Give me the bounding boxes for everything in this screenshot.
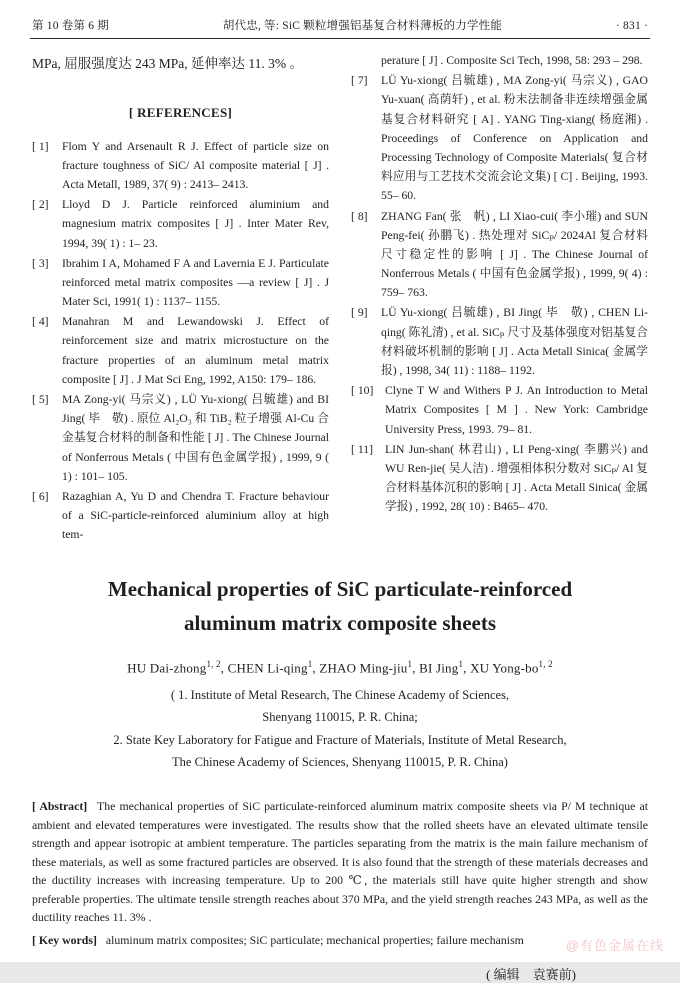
reference-number: [ 2] <box>32 198 49 212</box>
reference-text: LIN Jun-shan( 林君山) , LI Peng-xing( 李鹏兴) and WU Ren-jie( 吴人洁) . 增强相体积分数对 SiCₚ/ Al 复合材料基体沉积的影响 [ J] . Acta Metall Sinica( 金属学报) , 1992, 28( 10) : B465– 470. <box>385 442 648 514</box>
reference-item <box>32 312 329 389</box>
abstract-text: The mechanical properties of SiC particulate-reinforced aluminum matrix composite sheets via P/ M technique at ambient and elevated temperatures were investigated. The results show that the rolled sheets have an elevated ultimate tensile strength and appear isotropic at ambient temperature. The particles separating from the matrix is the main failure mechanism of these materials, as well as some fractured particles are observed. It is also found that the strength of these materials decreases and the ductility increases with increasing temperature. Up to 200 ℃, the materials still have quite higher strength and show preferable properties. The ultimate tensile strength reaches about 370 MPa, and the yield strength reaches 243 MPa, as well as the ductility reaches 11. 3% . <box>32 799 648 925</box>
reference-number: [ 5] <box>32 393 49 407</box>
reference-number: [ 3] <box>32 256 49 270</box>
affiliation-line: ( 1. Institute of Metal Research, The Chinese Academy of Sciences, <box>170 688 510 703</box>
reference-item <box>351 207 648 303</box>
keywords-label: [ Key words] <box>32 932 97 947</box>
reference-text: Lloyd D J. Particle reinforced aluminium and magnesium matrix composites [ J] . Inter Mater Rev, 1994, 39( 1) : 1– 23. <box>62 198 329 250</box>
author-name: CHEN Li-qing <box>227 660 308 676</box>
article-title-line2: aluminum matrix composite sheets <box>183 611 497 636</box>
volume-issue: 第 10 卷第 6 期 <box>32 20 109 32</box>
keywords-text: aluminum matrix composites; SiC particulate; mechanical properties; failure mechanism <box>105 932 524 947</box>
author-name: ZHAO Ming-jiu <box>319 660 408 676</box>
reference-text: Clyne T W and Withers P J. An Introduction to Metal Matrix Composites [ M ] . New York: Cambridge University Press, 1993. 79– 81. <box>385 384 648 436</box>
reference-text: Ibrahim I A, Mohamed F A and Lavernia E J. Particulate reinforced metal matrix composites —a review [ J] . J Mater Sci, 1991( 1) : 1137– 1155. <box>62 256 329 309</box>
author-name: BI Jing <box>419 660 459 676</box>
reference-item <box>351 71 648 205</box>
intro-paragraph: MPa, 屈服强度达 243 MPa, 延伸率达 11. 3% 。 <box>32 56 304 71</box>
reference-item <box>32 390 329 486</box>
reference-item <box>32 254 329 312</box>
reference-text: MA Zong-yi( 马宗义) , LÜ Yu-xiong( 吕毓雄) and BI Jing( 毕 敬) . 原位 Al₂O₃ 和 TiB₂ 粒子增强 Al-Cu 合金基复合材料的制备和性能 [ J] . The Chinese Journal of Nonferrous Metals ( 中国有色金属学报) , 1999, 9 ( 1) : 101– 105. <box>62 393 329 483</box>
author-name: XU Yong-bo <box>470 660 539 676</box>
abstract-label: [ Abstract] <box>32 799 88 814</box>
editor-credit: ( 编辑 袁赛前) <box>486 966 576 982</box>
title-block <box>0 572 680 774</box>
reference-number: [ 7] <box>351 74 368 88</box>
reference-item <box>32 195 329 253</box>
reference-number: [ 10] <box>351 384 374 398</box>
reference-item <box>351 381 648 439</box>
reference-number: [ 4] <box>32 315 49 329</box>
author-affiliation-superscript: 1, 2 <box>206 658 221 669</box>
running-title: 胡代忠, 等: SiC 颗粒增强铝基复合材料薄板的力学性能 <box>222 20 503 32</box>
reference-continuation: perature [ J] . Composite Sci Tech, 1998, 58: 293 – 298. <box>381 54 643 67</box>
abstract-section <box>32 797 648 927</box>
author-affiliation-superscript: 1, 2 <box>538 658 553 669</box>
author-affiliation-superscript: 1 <box>458 658 464 669</box>
two-column-body <box>0 39 680 546</box>
keywords-section <box>32 931 648 950</box>
reference-text: LÜ Yu-xiong( 吕毓雄) , MA Zong-yi( 马宗义) , GAO Yu-xuan( 高荫轩) , et al. 粉末法制备非连续增强金属基复合材料研究 [ A] . YANG Ting-xiang( 杨庭湘) . Proceedings of Conference on Application and Processing Technology of Composite Materials( 复合材料应用与工艺技术交流会论文集) [ C] . Beijing, 1993. 55– 60. <box>381 74 648 203</box>
reference-text: Razaghian A, Yu D and Chendra T. Fracture behaviour of a SiC-particle-reinforced aluminium alloy at high tem- <box>62 489 329 542</box>
reference-item <box>351 303 648 380</box>
reference-item <box>32 487 329 545</box>
author-name: HU Dai-zhong <box>127 660 207 676</box>
authors-line: HU Dai-zhong$^{1, 2}$, CHEN Li-qing$^1$, ZHAO Ming-jiu$^1$, BI Jing$^1$, XU Yong-bo$^{1, 2}$ <box>127 658 553 676</box>
reference-text: LÜ Yu-xiong( 吕毓雄) , BI Jing( 毕 敬) , CHEN Li-qing( 陈礼清) , et al. SiCₚ 尺寸及基体强度对铝基复合材料破坏机制的影响 [ J] . Acta Metall Sinica( 金属学报) , 1998, 34( 11) : 1188– 1192. <box>381 306 648 377</box>
affiliation-line: 2. State Key Laboratory for Fatigue and Fracture of Materials, Institute of Metal Research, <box>113 732 567 747</box>
article-title-line1: Mechanical properties of SiC particulate-reinforced <box>107 576 573 601</box>
reference-item <box>32 137 329 195</box>
article-title <box>40 572 640 641</box>
reference-text: ZHANG Fan( 张 帆) , LI Xiao-cui( 李小璀) and SUN Peng-fei( 孙鹏飞) . 热处理对 SiCₚ/ 2024Al 复合材料尺寸稳定性的影响 [ J] . The Chinese Journal of Nonferrous Metals ( 中国有色金属学报) , 1999, 9( 4) : 759– 763. <box>381 209 648 300</box>
author-affiliation-superscript: 1 <box>307 658 313 669</box>
references-heading: [ REFERENCES] <box>128 104 233 120</box>
author-affiliation-superscript: 1 <box>407 658 413 669</box>
affiliation-line: Shenyang 110015, P. R. China; <box>262 710 418 725</box>
left-column <box>32 49 329 546</box>
right-column <box>351 49 648 546</box>
reference-number: [ 9] <box>351 306 368 320</box>
affiliations <box>0 684 680 773</box>
affiliation-line: The Chinese Academy of Sciences, Shenyang 110015, P. R. China) <box>172 754 508 769</box>
reference-number: [ 1] <box>32 139 49 153</box>
reference-number: [ 8] <box>351 209 368 223</box>
page-number: · 831 · <box>615 20 648 32</box>
page-header <box>0 0 680 33</box>
reference-list-left <box>32 137 329 545</box>
reference-number: [ 11] <box>351 442 373 456</box>
watermark: @有色金属在线 <box>565 938 664 953</box>
reference-text: Manahran M and Lewandowski J. Effect of reinforcement size and matrix microstucture on the fracture properties of an aluminum metal matrix composite [ J] . J Mat Sci Eng, 1992, A150: 179– 186. <box>62 315 329 386</box>
reference-item <box>351 440 648 517</box>
reference-list-right <box>351 71 648 516</box>
reference-number: [ 6] <box>32 489 49 503</box>
reference-text: Flom Y and Arsenault R J. Effect of particle size on fracture toughness of SiC/ Al composite material [ J] . Acta Metall, 1989, 37( 9) : 2413– 2413. <box>62 139 329 191</box>
